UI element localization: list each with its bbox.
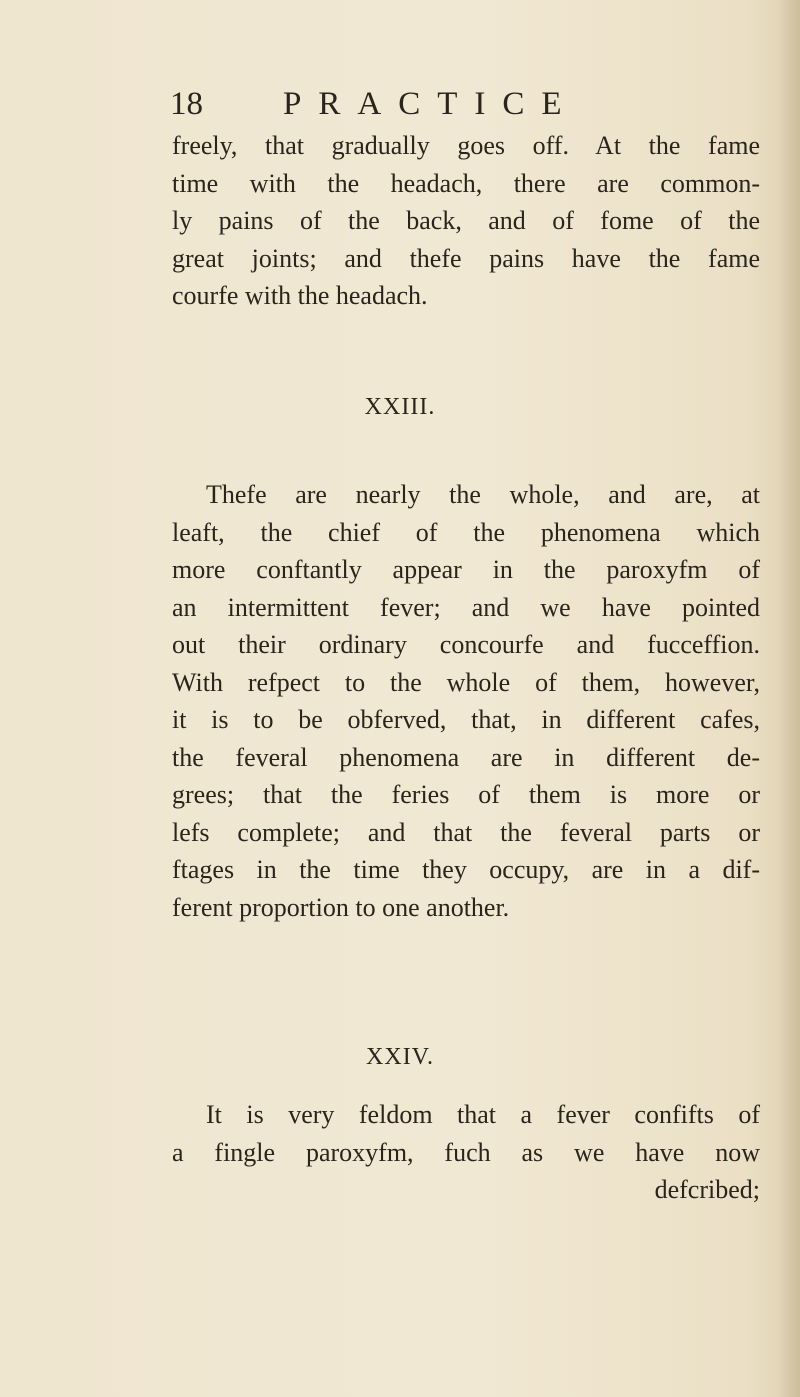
text-line: it is to be obferved, that, in different cafes, [172, 705, 760, 734]
text-line: leaft, the chief of the phenomena which [172, 517, 760, 547]
continuation-paragraph [172, 127, 760, 315]
text-line: out their ordinary concourfe and fucceffion. [172, 630, 760, 659]
section-heading-xxiv: XXIV. [366, 1044, 434, 1070]
section-xxiv-paragraph [172, 1096, 760, 1209]
text-line: an intermittent fever; and we have pointed [172, 592, 760, 622]
text-line: great joints; and thefe pains have the fame [172, 243, 760, 273]
text-line: lefs complete; and that the feveral parts or [172, 817, 760, 847]
text-line: courfe with the headach. [172, 281, 428, 310]
page-number: 18 [170, 86, 203, 122]
section-xxiii-paragraph [172, 476, 760, 926]
text-line: ferent proportion to one another. [172, 892, 510, 922]
text-line: grees; that the feries of them is more or [172, 780, 760, 809]
text-line: the feveral phenomena are in different de- [172, 742, 760, 772]
page-edge-shading [778, 0, 800, 1397]
text-line: a fingle paroxyfm, fuch as we have now [172, 1137, 760, 1167]
text-line: freely, that gradually goes off. At the fame [172, 131, 760, 160]
text-line: time with the headach, there are common- [172, 168, 760, 198]
running-head [170, 84, 630, 128]
text-line: Thefe are nearly the whole, and are, at [206, 480, 760, 509]
text-line: ly pains of the back, and of fome of the [172, 206, 760, 235]
section-heading-xxiii: XXIII. [364, 394, 436, 420]
catchword: defcribed; [654, 1175, 760, 1204]
text-line: more conftantly appear in the paroxyfm of [172, 555, 760, 584]
text-line: ftages in the time they occupy, are in a dif- [172, 855, 760, 884]
text-line: With refpect to the whole of them, however, [172, 667, 760, 697]
text-line: It is very feldom that a fever confifts of [206, 1100, 760, 1129]
running-title: PRACTICE [283, 86, 579, 122]
